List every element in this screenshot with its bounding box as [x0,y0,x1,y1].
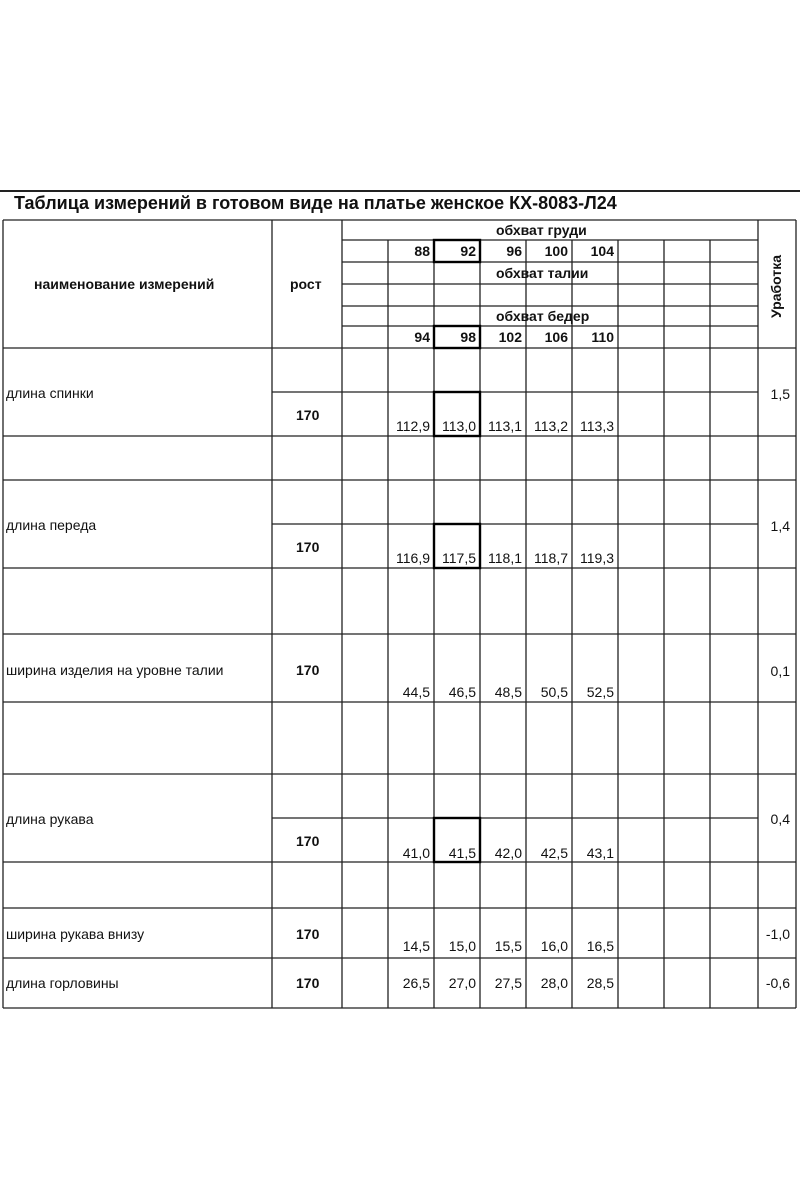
header-urabotka: Уработка [768,254,784,318]
row-value: 27,5 [494,975,522,991]
row-value: 118,7 [534,550,568,566]
row-name: длина переда [6,517,97,533]
row-urabotka: 0,1 [770,663,790,679]
row-rost: 170 [296,975,320,991]
row-value: 116,9 [396,550,430,566]
row-rost: 170 [296,407,320,423]
row-value: 52,5 [586,684,614,700]
row-value: 117,5 [442,550,476,566]
header-rost-column: рост [290,276,322,292]
row-value: 113,1 [488,418,522,434]
row-name: длина рукава [6,811,94,827]
row-value: 46,5 [448,684,476,700]
row-name: ширина изделия на уровне талии [6,662,224,678]
table-title: Таблица измерений в готовом виде на платье женское КХ-8083-Л24 [14,193,617,213]
row-rost: 170 [296,539,320,555]
row-value: 28,0 [540,975,568,991]
hip-size-98: 98 [460,329,476,345]
hip-size-106: 106 [544,329,568,345]
row-value: 113,3 [580,418,614,434]
chest-size-88: 88 [414,243,430,259]
row-urabotka: 1,4 [770,518,790,534]
row-rost: 170 [296,926,320,942]
chest-size-92: 92 [460,243,476,259]
hip-size-102: 102 [498,329,522,345]
row-name: ширина рукава внизу [6,926,145,942]
row-value: 15,5 [494,938,522,954]
row-urabotka: -0,6 [765,975,790,991]
row-urabotka: -1,0 [765,926,790,942]
row-urabotka: 1,5 [770,386,790,402]
row-value: 119,3 [580,550,614,566]
row-value: 27,0 [448,975,476,991]
chest-size-104: 104 [590,243,614,259]
row-value: 42,5 [540,845,568,861]
hip-size-94: 94 [414,329,430,345]
header-name-column: наименование измерений [34,276,215,292]
row-value: 48,5 [494,684,522,700]
row-value: 113,0 [442,418,476,434]
row-value: 43,1 [586,845,614,861]
row-rost: 170 [296,662,320,678]
row-value: 113,2 [534,418,568,434]
row-value: 44,5 [402,684,430,700]
header-waist-girth: обхват талии [496,265,589,281]
row-value: 28,5 [586,975,614,991]
row-value: 112,9 [396,418,430,434]
hip-size-110: 110 [591,329,614,345]
chest-size-96: 96 [506,243,522,259]
row-value: 15,0 [448,938,476,954]
header-chest-girth: обхват груди [496,222,587,238]
row-urabotka: 0,4 [770,811,790,827]
row-value: 118,1 [488,550,522,566]
row-rost: 170 [296,833,320,849]
row-value: 16,0 [540,938,568,954]
row-value: 42,0 [494,845,522,861]
row-value: 14,5 [402,938,430,954]
row-name: длина горловины [6,975,119,991]
row-value: 26,5 [402,975,430,991]
chest-size-100: 100 [544,243,568,259]
row-name: длина спинки [6,385,94,401]
row-value: 16,5 [586,938,614,954]
row-value: 41,0 [402,845,430,861]
header-hip-girth: обхват бедер [496,308,590,324]
row-value: 50,5 [540,684,568,700]
row-value: 41,5 [448,845,476,861]
